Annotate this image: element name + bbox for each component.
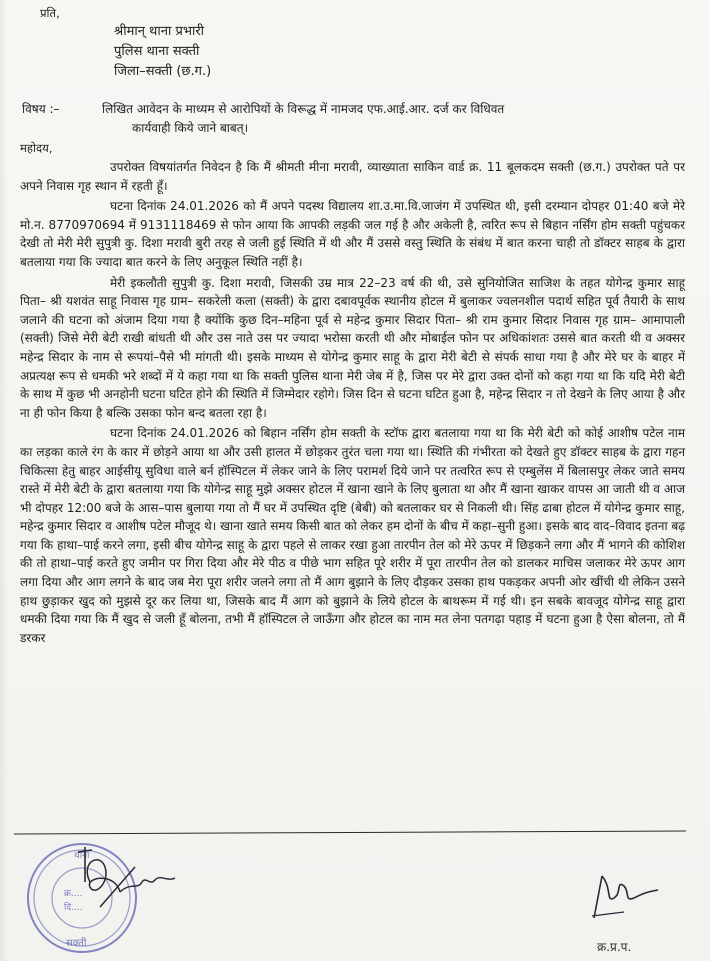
subject-text — [102, 100, 692, 138]
paragraph-intro: उपरोक्त विषयांतर्गत निवेदन है कि मैं श्रीमती मीना मरावी, व्याख्याता साकिन वार्ड क्र. 11 बूलकदम सक्ती (छ.ग.) उपरोक्त पते पर अपने निवास गृह स्थान में रहती हूँ। — [20, 160, 685, 193]
letter-body — [20, 158, 685, 647]
address-line-1: श्रीमान् थाना प्रभारी — [114, 24, 205, 39]
officer-signature-icon — [60, 842, 190, 912]
subject-line-2: कार्यवाही किये जाने बाबत्। — [132, 121, 249, 135]
subject-line-1: लिखित आवेदन के माध्यम से आरोपियों के विरूद्ध में नामजद एफ.आई.आर. दर्ज कर विधिवत — [102, 102, 505, 116]
paragraph-background: मेरी इकलौती सुपुत्री कु. दिशा मरावी, जिसकी उम्र मात्र 22–23 वर्ष की थी, उसे सुनियोजित साजिश के तहत योगेन्द्र कुमार साहू पिता– श्री यशवंत साहू निवास गृह ग्राम– सकरेली कला (सक्ती) के द्वारा दबावपूर्वक स्थानीय होटल में बुलाकर ज्वलनशील पदार्थ सहित पूर्व तैयारी के साथ जलाने की घटना को अंजाम दिया गया है क्योंकि कुछ दिन–महिना पूर्व से महेन्द्र कुमार सिदार पिता– श्री राम कुमार सिदार निवास गृह ग्राम– आमापाली (सक्ती) जिसे मेरी बेटी राखी बांधती थी और उस नाते उस पर ज्यादा भरोसा करती थी और मोबाईल फोन पर अधिकांशतः उससे बात करती थी व अक्सर महेन्द्र सिदार के नाम से रूपयां–पैसे भी मांगती थी। इसके माध्यम से योगेन्द्र कुमार साहू के द्वारा मेरी बेटी से संपर्क साधा गया है और मेरे घर के बाहर में अप्रत्यक्ष रूप से धमकी भरे शब्दों में ये कहा गया था कि सक्ती पुलिस थाना मेरी जेब में है, जिस पर मेरे द्वारा उक्त दोनों को कहा गया था कि यदि मेरी बेटी के साथ में कुछ भी अनहोनी घटना घटित होने की स्थिति में जिम्मेदार रहोगे। जिस दिन से घटना घटित हुआ है, महेन्द्र सिदार न तो देखने के लिए आया है और ना ही फोन किया है बल्कि उसका फोन बन्द बतला रहा है। — [20, 275, 685, 420]
page-edge-shadow — [0, 0, 8, 961]
recipient-address — [114, 22, 211, 82]
paragraph-incident: घटना दिनांक 24.01.2026 को मैं अपने पदस्थ विद्यालय शा.उ.मा.वि.जाजंग में उपस्थित थी, इसी दरम्यान दोपहर 01:40 बजे मेरे मो.न. 8770970694 में 9131118469 से फोन आया कि आपकी लड़की जल गई है और अकेली है, त्वरित रूप से बिहान नर्सिंग होम सक्ती पहुंचकर देखी तो मेरी मेरी सुपुत्री कु. दिशा मरावी बुरी तरह से जली हुई स्थिति में थी और मैं उससे वस्तु स्थिति के संबंध में बात करना चाही तो डॉक्टर साहब के द्वारा बतलाया गया कि ज्यादा बात करने के लिए अनुकूल स्थिति नहीं है। — [20, 199, 685, 269]
subject-label: विषय :– — [22, 102, 60, 116]
svg-text:दि....: दि.... — [64, 903, 83, 913]
svg-text:क्र....: क्र.... — [64, 889, 83, 899]
paragraph-hospital-account: घटना दिनांक 24.01.2026 को बिहान नर्सिंग होम सक्ती के स्टॉफ द्वारा बतलाया गया था कि मेरी बेटी को कोई आशीष पटेल नाम का लड़का काले रंग के कार में छोड़ने आया था और उसी हालत में छोड़कर तुरंत चला गया था। स्थिति की गंभीरता को देखते हुए डॉक्टर साहब के द्वारा गहन चिकित्सा हेतु बाहर आईसीयू सुविधा वाले बर्न हॉस्पिटल में लेकर जाने के लिए परामर्श दिये जाने पर तत्वरित रूप से एम्बुलेंस में बिलासपुर लेकर जाते समय रास्ते में मेरी बेटी के द्वारा बतलाया गया कि योगेन्द्र साहू मुझे अक्सर होटल में खाना खाने के लिए बुलाता था और मैं खाना खाकर वापस आ जाती थी व आज भी दोपहर 12:00 बजे के आस–पास बुलाया गया तो मैं घर में उपस्थित दृष्टि (बेबी) को बतलाकर घर से निकली थी। सिंह ढाबा होटल में योगेन्द्र कुमार साहू, महेन्द्र कुमार सिदार व आशीष पटेल मौजूद थे। खाना खाते समय किसी बात को लेकर हम दोनों के बीच में कहा–सुनी हुआ। इसके बाद वाद–विवाद इतना बढ़ गया कि हाथा–पाई करने लगा, इसी बीच योगेन्द्र साहू के द्वारा पहले से लाकर रखा हुआ तारपीन तेल को मेरे ऊपर में छिड़कने लगा और मैं भागने की कोशिश की तो हाथा–पाई करते हुए जमीन पर गिरा दिया और मेरे पीठ व पीछे भाग सहित पूरे शरीर में पूरा तारपीन तेल को डालकर माचिस जलाकर मेरे ऊपर आग लगा दिया और आग लगने के बाद जब मेरा पूरा शरीर जलने लगा तो मैं आग बुझाने के लिए दौड़कर उसका हाथ पकड़कर अपनी ओर खींची थी लेकिन उसने हाथ छुड़ाकर खुद को मुझसे दूर कर लिया था, जिसके बाद मैं आग को बुझाने के लिये होटल के बाथरूम में गई थी। इन सबके बावजूद योगेन्द्र साहू द्वारा धमकी दिया गया कि मैं खुद से जली हूँ बोलना, तभी मैं हॉस्पिटल ले जाऊँगा और होटल का नाम मत लेना पतगढ़ा पहाड़ में घटना हुआ है ऐसा बोलना, तो मैं डरकर — [20, 426, 685, 645]
svg-text:थाना: थाना — [74, 851, 90, 861]
address-line-2: पुलिस थाना सक्ती — [114, 44, 200, 59]
salutation: महोदय, — [20, 141, 53, 155]
address-line-3: जिला–सक्ती (छ.ग.) — [114, 64, 212, 79]
underline-rule — [14, 831, 686, 835]
complainant-signature-icon — [584, 868, 664, 923]
signature-caption: क्र.प्र.प. — [597, 940, 632, 954]
to-label: प्रति, — [40, 6, 60, 20]
svg-text:सक्ती: सक्ती — [66, 938, 87, 949]
